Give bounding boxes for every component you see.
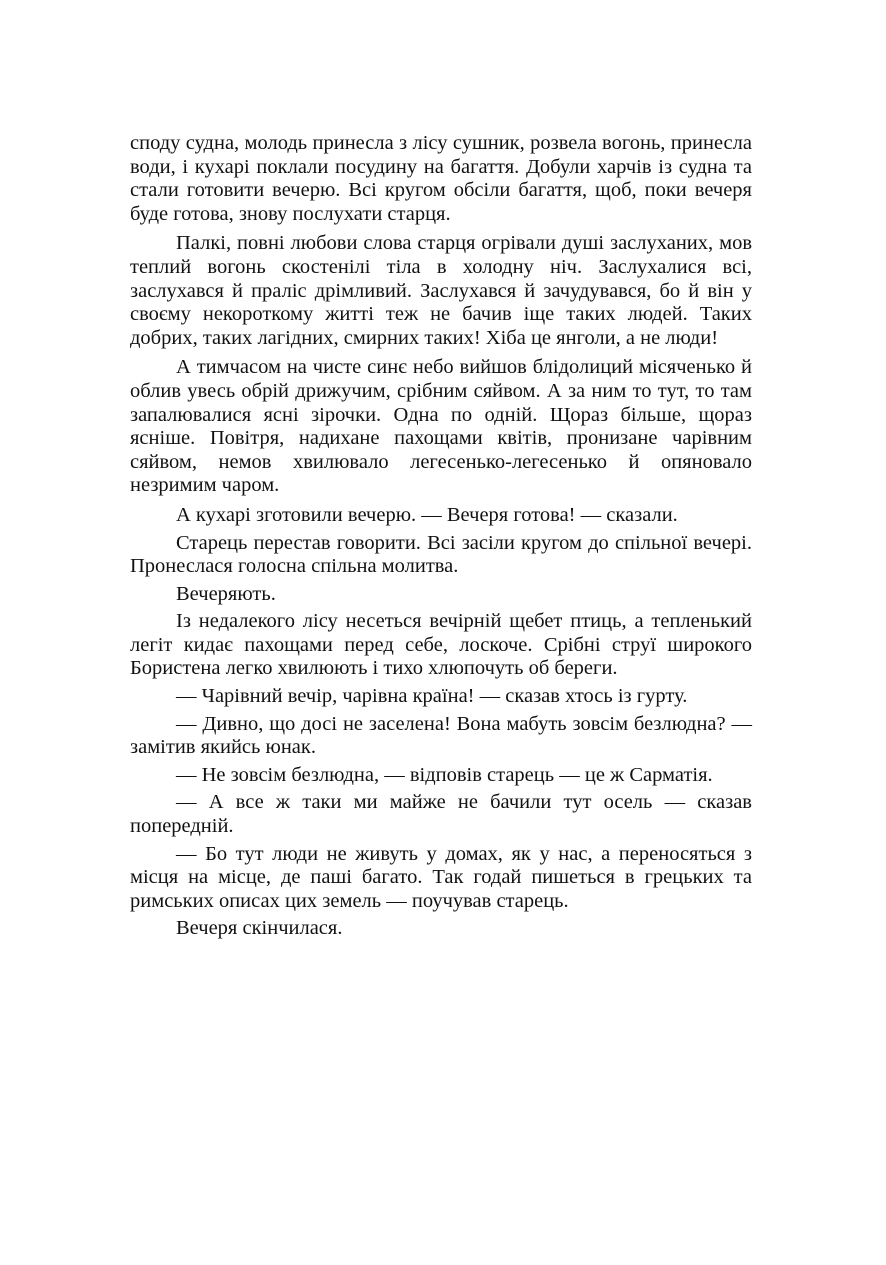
paragraph-12: — Бо тут люди не живуть у домах, як у нас, а переносяться з місця на місце, де паші багато. Так годай пишеться в грецьких та римських описах цих земель — поучував старець. (130, 842, 752, 912)
paragraph-1: споду судна, молодь принесла з лісу сушник, розвела вогонь, принесла води, і кухарі поклали посудину на багаття. Добули харчів із судна та стали готовити вечерю. Всі кругом обсіли багаття, щоб, поки вечеря буде готова, знову послухати старця. (130, 132, 752, 225)
paragraph-6: Вечеряють. (176, 582, 276, 605)
paragraph-3: А тимчасом на чисте синє небо вийшов блідолиций місяченько й облив увесь обрій дрижучим, срібним сяйвом. А за ним то тут, то там запалювалися ясні зірочки. Одна по одній. Щораз більше, щораз ясніше. Повітря, надихане пахощами квітів, пронизане чарівним сяйвом, немов хвилювало легесенько-легесенько й опяновало незримим чаром. (130, 356, 752, 497)
paragraph-5: Старець перестав говорити. Всі засіли кругом до спільної вечері. Пронеслася голосна спільна молитва. (130, 531, 752, 578)
paragraph-4: А кухарі зготовили вечерю. — Вечеря готова! — сказали. (176, 503, 678, 526)
paragraph-7: Із недалекого лісу несеться вечірній щебет птиць, а тепленький легіт кидає пахощами перед себе, лоскоче. Срібні струї широкого Бористена легко хвилюють і тихо хлюпочуть об береги. (130, 610, 752, 680)
paragraph-11: — А все ж таки ми майже не бачили тут осель — сказав попередній. (130, 791, 752, 838)
paragraph-9: — Дивно, що досі не заселена! Вона мабуть зовсім безлюдна? — замітив якийсь юнак. (130, 712, 752, 759)
paragraph-2: Палкі, повні любови слова старця огрівали душі заслуханих, мов теплий вогонь скостенілі тіла в холодну ніч. Заслухалися всі, заслухався й праліс дрімливий. Заслухався й зачудувався, бо й він у своєму некороткому житті теж не бачив іще таких людей. Таких добрих, таких лагідних, смирних таких! Хіба це янголи, а не люди! (130, 232, 752, 349)
body-text (130, 132, 752, 945)
paragraph-8: — Чарівний вечір, чарівна країна! — сказав хтось із гурту. (176, 685, 688, 708)
paragraph-10: — Не зовсім безлюдна, — відповів старець — це ж Сарматія. (176, 763, 713, 786)
paragraph-13: Вечеря скінчилася. (176, 917, 343, 940)
